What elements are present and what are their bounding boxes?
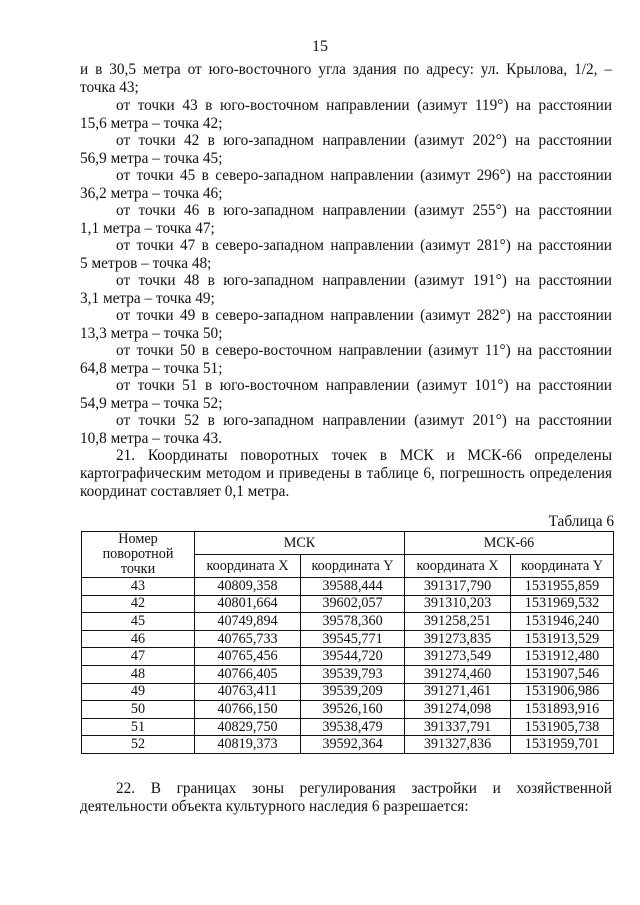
table-row (82, 630, 614, 648)
point-number-header: Номер поворотной точки (82, 532, 195, 578)
msk-y-cell: 39544,720 (301, 648, 405, 666)
msk-x-cell: 40749,894 (195, 613, 301, 631)
msk66-y-cell: 1531893,916 (511, 701, 614, 719)
table-caption: Таблица 6 (548, 513, 614, 530)
msk66-y-header: координата Y (511, 555, 614, 578)
table-row (82, 648, 614, 666)
msk-y-cell: 39526,160 (301, 701, 405, 719)
msk66-header: МСК-66 (405, 532, 614, 555)
msk-x-cell: 40819,373 (195, 736, 301, 754)
msk66-x-cell: 391273,549 (405, 648, 511, 666)
msk66-y-cell: 1531906,986 (511, 683, 614, 701)
segment-line: 15,6 метра – точка 42; (80, 115, 223, 132)
segment-line: от точки 46 в юго-западном направлении (азимут 255°) на расстоянии (116, 202, 612, 219)
msk-y-cell: 39578,360 (301, 613, 405, 631)
msk66-x-cell: 391274,460 (405, 665, 511, 683)
segment-line: 13,3 метра – точка 50; (80, 325, 223, 342)
msk-x-cell: 40801,664 (195, 595, 301, 613)
msk66-y-cell: 1531955,859 (511, 578, 614, 596)
msk-x-cell: 40766,150 (195, 701, 301, 719)
msk66-x-cell: 391337,791 (405, 718, 511, 736)
msk-x-cell: 40766,405 (195, 665, 301, 683)
msk-x-cell: 40765,456 (195, 648, 301, 666)
coordinates-table (81, 531, 614, 754)
point-number-cell: 45 (82, 613, 195, 631)
paragraph-21-line: 21. Координаты поворотных точек в МСК и МСК-66 определены (116, 447, 612, 464)
intro-line: и в 30,5 метра от юго-восточного угла здания по адресу: ул. Крылова, 1/2, – (80, 61, 612, 78)
paragraph-22-line: деятельности объекта культурного наследия 6 разрешается: (80, 798, 469, 815)
table-row (82, 701, 614, 719)
msk-x-cell: 40829,750 (195, 718, 301, 736)
point-number-cell: 47 (82, 648, 195, 666)
msk66-y-cell: 1531913,529 (511, 630, 614, 648)
paragraph-22-line: 22. В границах зоны регулирования застройки и хозяйственной (116, 780, 612, 797)
table-row (82, 665, 614, 683)
segment-line: 54,9 метра – точка 52; (80, 395, 223, 412)
msk66-x-cell: 391274,098 (405, 701, 511, 719)
segment-line: 5 метров – точка 48; (80, 255, 212, 272)
paragraph-21-line: картографическим методом и приведены в таблице 6, погрешность определения (80, 465, 612, 482)
msk66-y-cell: 1531907,546 (511, 665, 614, 683)
segment-line: от точки 43 в юго-восточном направлении (азимут 119°) на расстоянии (116, 97, 612, 114)
segment-line: от точки 52 в юго-западном направлении (азимут 201°) на расстоянии (116, 412, 612, 429)
segment-line: от точки 48 в юго-западном направлении (азимут 191°) на расстоянии (116, 272, 612, 289)
msk-y-cell: 39592,364 (301, 736, 405, 754)
segment-line: 1,1 метра – точка 47; (80, 220, 215, 237)
segment-line: 10,8 метра – точка 43. (80, 430, 223, 447)
table-row (82, 595, 614, 613)
msk66-y-cell: 1531905,738 (511, 718, 614, 736)
msk-y-cell: 39539,793 (301, 665, 405, 683)
segment-line: 36,2 метра – точка 46; (80, 185, 223, 202)
point-number-cell: 46 (82, 630, 195, 648)
table-row (82, 718, 614, 736)
table-row (82, 736, 614, 754)
msk66-y-cell: 1531946,240 (511, 613, 614, 631)
msk-x-cell: 40809,358 (195, 578, 301, 596)
segment-line: 3,1 метра – точка 49; (80, 290, 215, 307)
point-number-cell: 43 (82, 578, 195, 596)
msk-y-cell: 39545,771 (301, 630, 405, 648)
segment-line: от точки 45 в северо-западном направлении (азимут 296°) на расстоянии (116, 167, 612, 184)
msk66-x-cell: 391273,835 (405, 630, 511, 648)
paragraph-21-line: координат составляет 0,1 метра. (80, 483, 290, 500)
msk66-y-cell: 1531912,480 (511, 648, 614, 666)
msk-header: МСК (195, 532, 405, 555)
segment-line: 56,9 метра – точка 45; (80, 150, 223, 167)
msk66-x-cell: 391258,251 (405, 613, 511, 631)
segment-line: от точки 42 в юго-западном направлении (азимут 202°) на расстоянии (116, 132, 612, 149)
point-number-cell: 48 (82, 665, 195, 683)
table-row (82, 613, 614, 631)
msk66-x-cell: 391310,203 (405, 595, 511, 613)
msk-y-cell: 39602,057 (301, 595, 405, 613)
point-number-cell: 52 (82, 736, 195, 754)
msk66-x-cell: 391317,790 (405, 578, 511, 596)
point-number-cell: 51 (82, 718, 195, 736)
segment-line: от точки 51 в юго-восточном направлении (азимут 101°) на расстоянии (116, 377, 612, 394)
point-number-cell: 49 (82, 683, 195, 701)
msk66-y-cell: 1531969,532 (511, 595, 614, 613)
msk66-x-cell: 391271,461 (405, 683, 511, 701)
segment-line: 64,8 метра – точка 51; (80, 360, 223, 377)
msk66-y-cell: 1531959,701 (511, 736, 614, 754)
table-row (82, 578, 614, 596)
msk-x-header: координата X (195, 555, 301, 578)
msk-x-cell: 40765,733 (195, 630, 301, 648)
msk66-x-header: координата X (405, 555, 511, 578)
msk66-x-cell: 391327,836 (405, 736, 511, 754)
msk-y-header: координата Y (301, 555, 405, 578)
segment-line: от точки 47 в северо-западном направлении (азимут 281°) на расстоянии (116, 237, 612, 254)
table-row (82, 683, 614, 701)
msk-x-cell: 40763,411 (195, 683, 301, 701)
msk-y-cell: 39538,479 (301, 718, 405, 736)
intro-line: точка 43; (80, 79, 139, 96)
segment-line: от точки 49 в северо-западном направлении (азимут 282°) на расстоянии (116, 307, 612, 324)
msk-y-cell: 39539,209 (301, 683, 405, 701)
segment-line: от точки 50 в северо-восточном направлении (азимут 11°) на расстоянии (116, 342, 612, 359)
point-number-cell: 42 (82, 595, 195, 613)
msk-y-cell: 39588,444 (301, 578, 405, 596)
page-number: 15 (312, 38, 328, 55)
point-number-cell: 50 (82, 701, 195, 719)
